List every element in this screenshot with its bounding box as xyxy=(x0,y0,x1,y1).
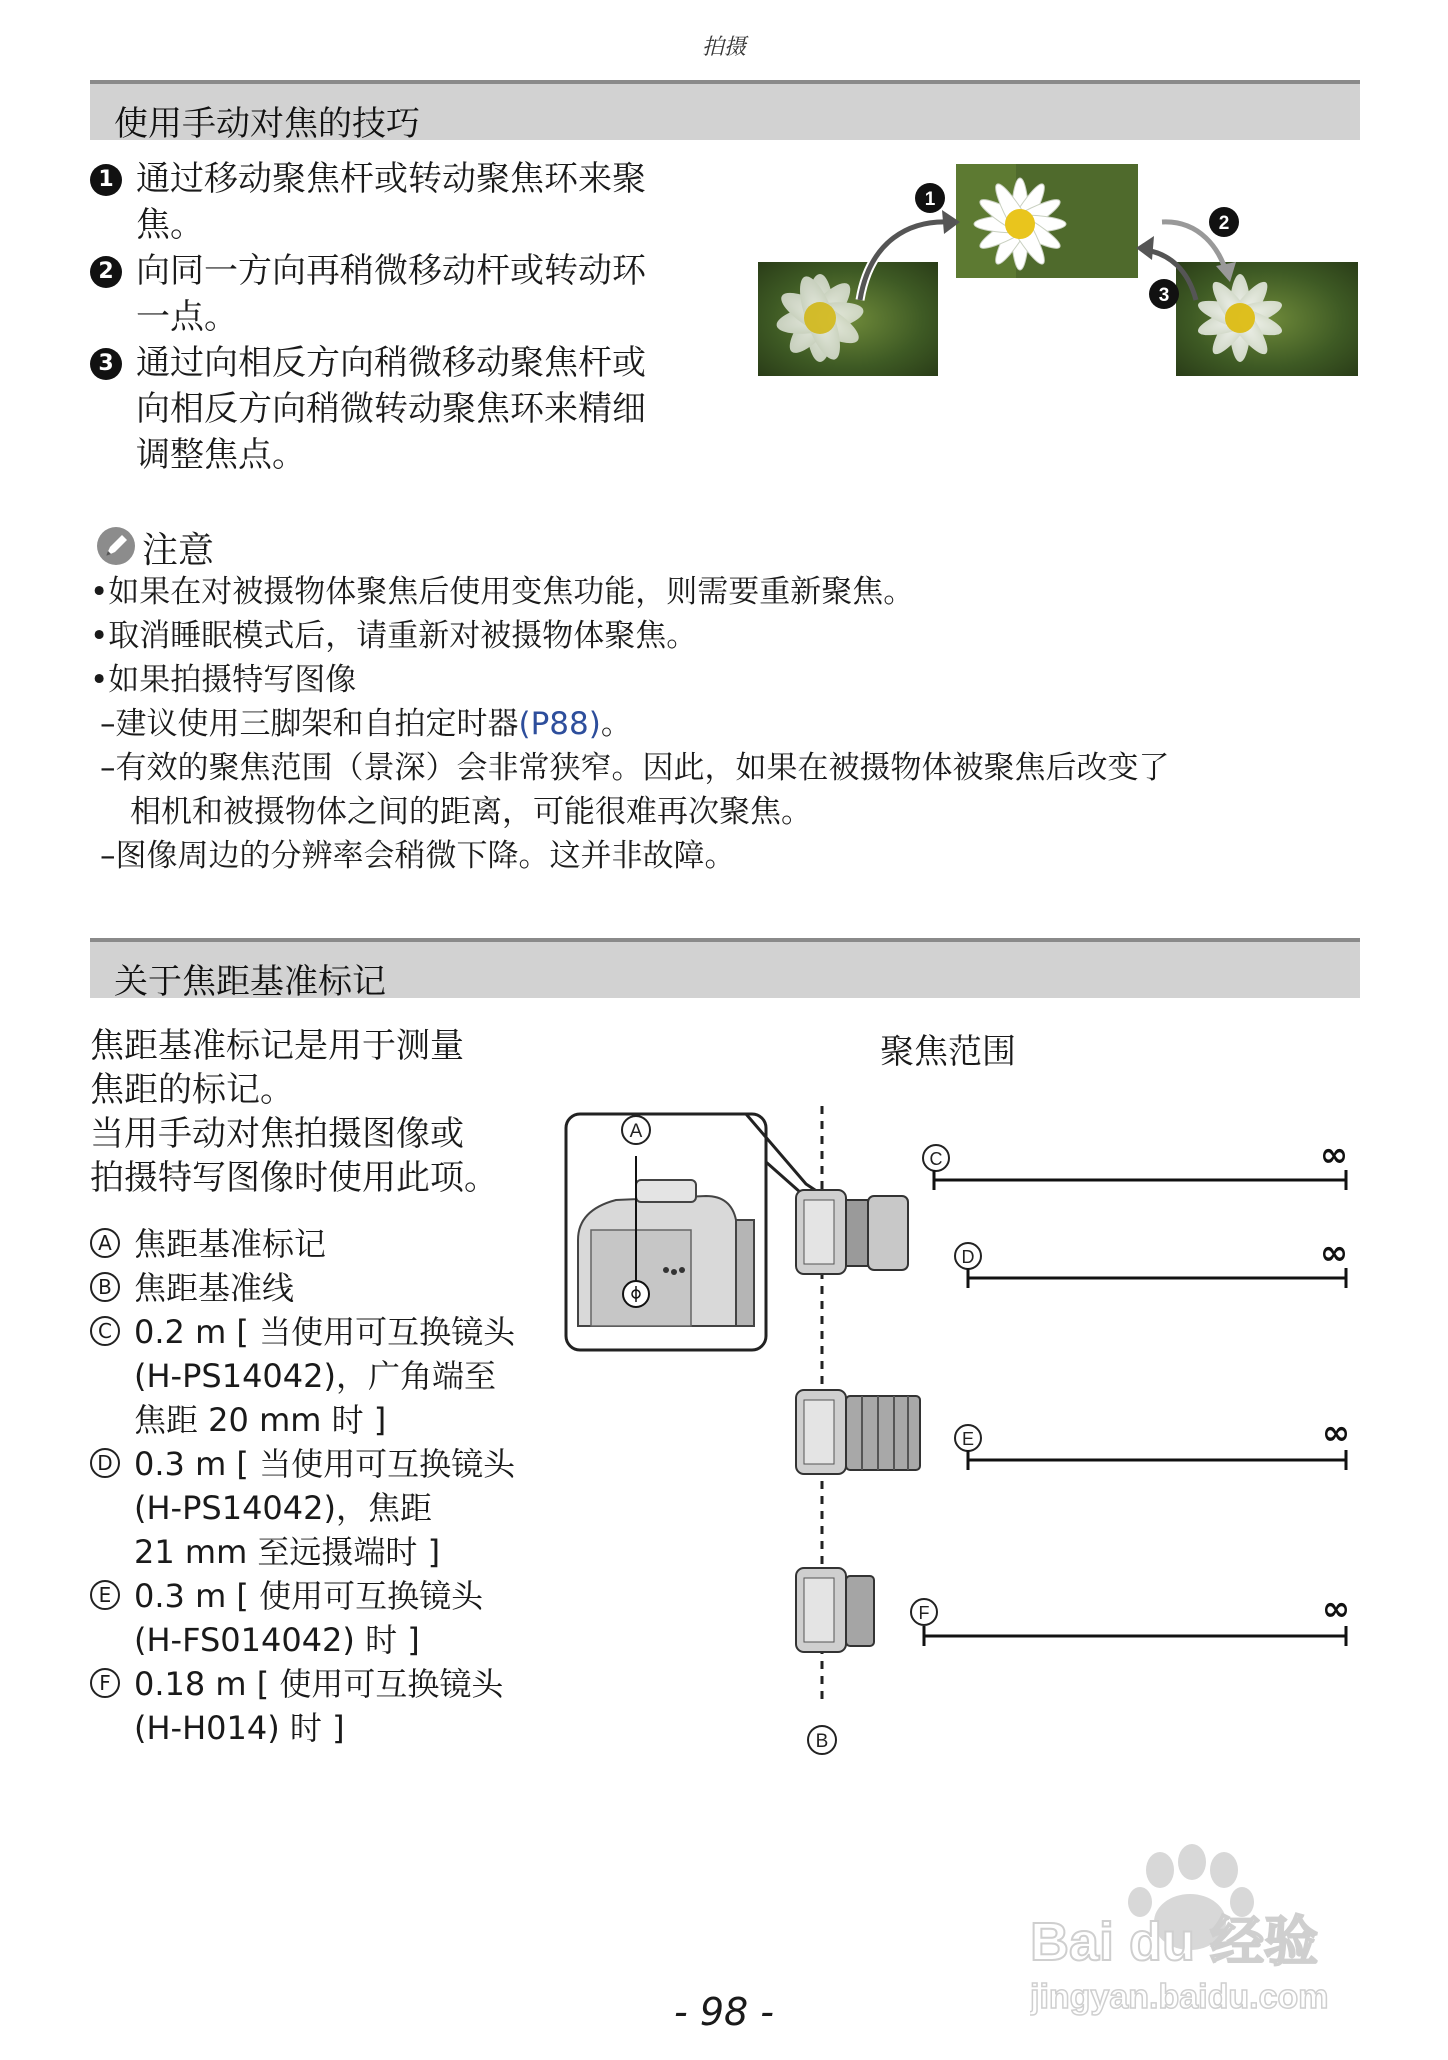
focus-range-diagram xyxy=(556,1100,1356,1790)
legend-text: 0.3 m [ 当使用可互换镜头 xyxy=(134,1445,516,1483)
step-1 xyxy=(90,156,720,248)
focus-steps-illustration xyxy=(750,150,1370,390)
legend-item xyxy=(90,1662,560,1750)
legend-mark: F xyxy=(90,1668,120,1698)
legend-mark: B xyxy=(90,1272,120,1302)
watermark-url: jingyan.baidu.com xyxy=(1030,1978,1329,2016)
intro-line: 当用手动对焦拍摄图像或 xyxy=(90,1114,464,1154)
marker-label: F xyxy=(918,1603,930,1623)
focus-range-E xyxy=(955,1413,1350,1470)
section-heading-bar xyxy=(90,80,1360,144)
legend-item xyxy=(90,1310,560,1442)
marker-label: E xyxy=(961,1429,975,1449)
marker-label: A xyxy=(629,1121,643,1142)
camera-detail-inset xyxy=(566,1114,824,1350)
marker-label: B xyxy=(815,1731,829,1752)
legend-text: (H-PS14042)，广角端至 xyxy=(134,1357,496,1395)
focus-range-F xyxy=(911,1589,1350,1646)
legend-text: 0.3 m [ 使用可互换镜头 xyxy=(134,1577,484,1615)
legend-text: 0.2 m [ 当使用可互换镜头 xyxy=(134,1313,516,1351)
page-reference-link[interactable]: (P88) xyxy=(518,706,601,742)
legend-text: (H-FS014042) 时 ] xyxy=(134,1621,420,1659)
intro-line: 焦距的标记。 xyxy=(90,1070,294,1110)
header-label: 拍摄 xyxy=(701,35,746,60)
infinity-icon: ∞ xyxy=(1319,1135,1349,1175)
note-bullet: •如果拍摄特写图像 xyxy=(90,662,357,698)
legend-item xyxy=(90,1222,560,1266)
legend-item xyxy=(90,1442,560,1574)
legend-text: (H-PS14042)，焦距 xyxy=(134,1489,432,1527)
legend-text: (H-H014) 时 ] xyxy=(134,1709,345,1747)
step-text: 调整焦点。 xyxy=(136,435,306,475)
section-title: 关于焦距基准标记 xyxy=(114,962,386,1002)
infinity-icon: ∞ xyxy=(1321,1413,1351,1453)
watermark-brand: Bai du 经验 xyxy=(1030,1912,1319,1972)
step-text: 一点。 xyxy=(136,297,238,337)
legend-item xyxy=(90,1574,560,1662)
note-title: 注意 xyxy=(142,530,215,571)
step-number: 1 xyxy=(90,164,122,196)
photo-slightly-off xyxy=(1176,262,1358,376)
step-number: 3 xyxy=(90,348,122,380)
page-number: - 98 - xyxy=(674,1990,774,2034)
step-text: 通过向相反方向稍微移动聚焦杆或 xyxy=(136,343,646,383)
note-sub-item: –图像周边的分辨率会稍微下降。这并非故障。 xyxy=(100,838,736,874)
intro-line: 焦距基准标记是用于测量 xyxy=(90,1026,464,1066)
legend-text: 焦距 20 mm 时 ] xyxy=(134,1401,387,1439)
intro-line: 拍摄特写图像时使用此项。 xyxy=(90,1158,498,1198)
focus-range-C xyxy=(923,1135,1348,1190)
legend-text: 21 mm 至远摄端时 ] xyxy=(134,1533,441,1571)
step-number: 2 xyxy=(90,256,122,288)
legend-text: 焦距基准线 xyxy=(134,1269,295,1307)
marker-label: D xyxy=(961,1247,975,1267)
legend-text: 0.18 m [ 使用可互换镜头 xyxy=(134,1665,504,1703)
step-text: 向相反方向稍微转动聚焦环来精细 xyxy=(136,389,646,429)
legend-mark: C xyxy=(90,1316,120,1346)
note-sub-text: –建议使用三脚架和自拍定时器 xyxy=(100,706,519,742)
legend-text: 焦距基准标记 xyxy=(134,1225,327,1263)
marker-label: C xyxy=(929,1149,943,1169)
camera-side-view xyxy=(796,1190,908,1274)
number-badge-text: 3 xyxy=(1158,285,1170,306)
note-bullet: •取消睡眠模式后，请重新对被摄物体聚焦。 xyxy=(90,618,698,654)
legend-list xyxy=(90,1222,560,1750)
section-title: 使用手动对焦的技巧 xyxy=(114,104,420,144)
note-sub-item xyxy=(100,702,1380,746)
note-sub-text: 相机和被摄物体之间的距离，可能很难再次聚焦。 xyxy=(130,794,812,830)
photo-in-focus xyxy=(956,164,1138,278)
camera-side-view xyxy=(796,1568,874,1652)
note-sub-text: 。 xyxy=(600,706,632,742)
focus-range-D xyxy=(955,1233,1348,1288)
number-badge-text: 2 xyxy=(1218,213,1230,234)
intro-text xyxy=(90,1024,550,1200)
section-heading-bar xyxy=(90,938,1360,1002)
diagram-title: 聚焦范围 xyxy=(880,1032,1016,1072)
photo-out-of-focus xyxy=(758,262,938,376)
step-3 xyxy=(90,340,720,478)
note-bullet: •如果在对被摄物体聚焦后使用变焦功能，则需要重新聚焦。 xyxy=(90,574,915,610)
step-text: 向同一方向再稍微移动杆或转动环 xyxy=(136,251,646,291)
step-2 xyxy=(90,248,720,340)
arrow-head-icon xyxy=(1136,236,1154,260)
step-text: 焦。 xyxy=(136,205,204,245)
number-badge-text: 1 xyxy=(924,189,936,210)
note-sub-text: –有效的聚焦范围（景深）会非常狭窄。因此，如果在被摄物体被聚焦后改变了 xyxy=(100,750,1170,786)
step-text: 通过移动聚焦杆或转动聚焦环来聚 xyxy=(136,159,646,199)
note-sub-item xyxy=(100,746,1380,834)
legend-item xyxy=(90,1266,560,1310)
pencil-icon xyxy=(96,526,136,566)
infinity-icon: ∞ xyxy=(1321,1589,1351,1629)
legend-mark: A xyxy=(90,1228,120,1258)
camera-side-view xyxy=(796,1390,920,1474)
infinity-icon: ∞ xyxy=(1319,1233,1349,1273)
legend-mark: D xyxy=(90,1448,120,1478)
legend-mark: E xyxy=(90,1580,120,1610)
